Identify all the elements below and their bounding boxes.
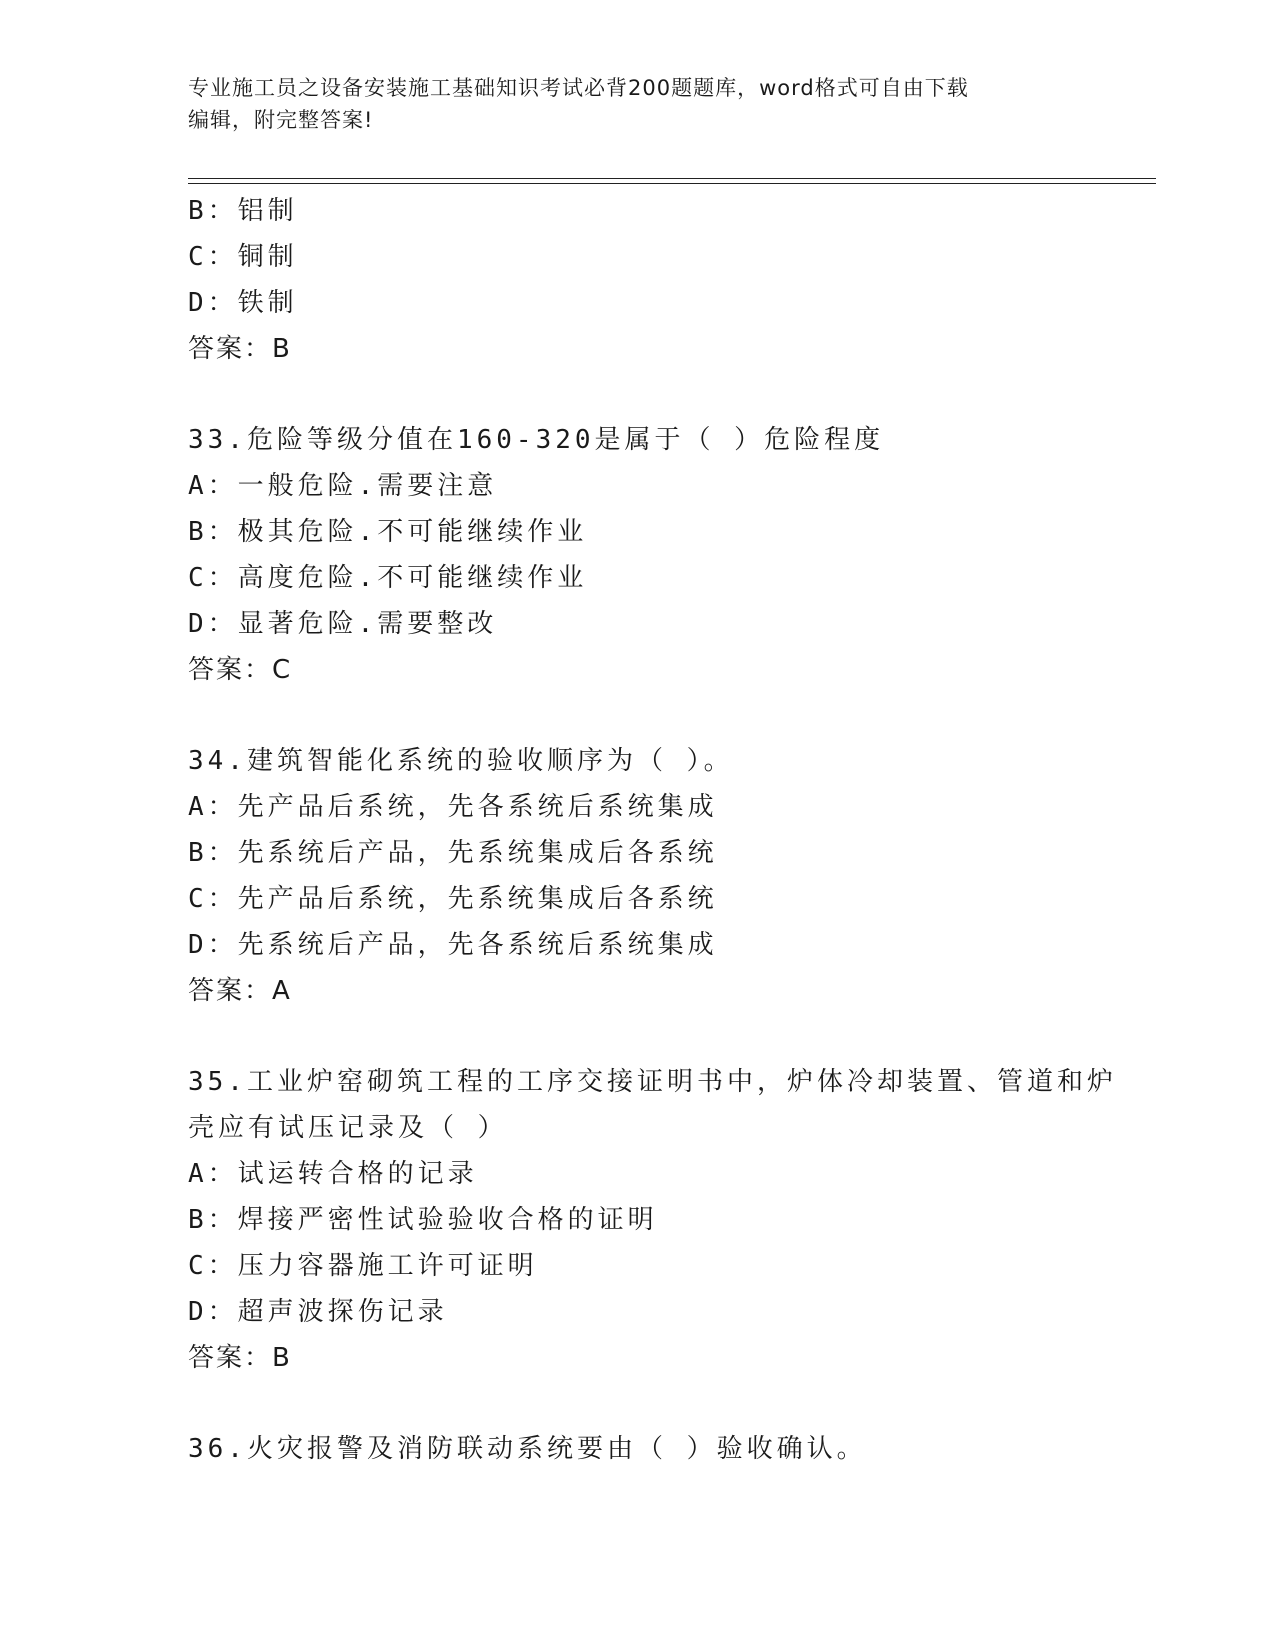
answer-label: 答案：C [188, 655, 293, 685]
header-line-2: 编辑，附完整答案! [188, 108, 374, 132]
option-a: A：试运转合格的记录 [188, 1159, 478, 1189]
question-text: 33.危险等级分值在160-320是属于（ ）危险程度 [188, 425, 885, 455]
option-b: B：极其危险.不可能继续作业 [188, 517, 588, 547]
header-line-1: 专业施工员之设备安装施工基础知识考试必背200题题库，word格式可自由下载 [188, 76, 969, 100]
question-text: 36.火灾报警及消防联动系统要由（ ）验收确认。 [188, 1434, 867, 1464]
question-block-34 [188, 738, 1088, 1014]
option-a: A：一般危险.需要注意 [188, 471, 498, 501]
option-c: C：高度危险.不可能继续作业 [188, 563, 588, 593]
spacer [188, 372, 1088, 417]
question-text-line-1: 35.工业炉窑砌筑工程的工序交接证明书中，炉体冷却装置、管道和炉 [188, 1067, 1117, 1097]
question-block-36 [188, 1426, 1088, 1472]
spacer [188, 1014, 1088, 1059]
option-d: D：超声波探伤记录 [188, 1297, 448, 1327]
option-b: B：焊接严密性试验验收合格的证明 [188, 1205, 658, 1235]
spacer [188, 1381, 1088, 1426]
header-divider-bottom [188, 183, 1156, 184]
question-text: 34.建筑智能化系统的验收顺序为（ ）。 [188, 746, 734, 776]
option-c: C：压力容器施工许可证明 [188, 1251, 538, 1281]
option-a: A：先产品后系统，先各系统后系统集成 [188, 792, 718, 822]
answer-label: 答案：B [188, 334, 292, 364]
option-c: C：先产品后系统，先系统集成后各系统 [188, 884, 718, 914]
answer-label: 答案：A [188, 976, 292, 1006]
option-c: C：铜制 [188, 242, 298, 272]
header-divider-top [188, 178, 1156, 179]
question-block-35 [188, 1059, 1117, 1381]
option-d: D：显著危险.需要整改 [188, 609, 498, 639]
option-b: B：铝制 [188, 196, 298, 226]
question-text-line-2: 壳应有试压记录及（ ） [188, 1113, 508, 1143]
question-block-32-tail [188, 188, 1088, 372]
option-b: B：先系统后产品，先系统集成后各系统 [188, 838, 718, 868]
spacer [188, 693, 1088, 738]
option-d: D：铁制 [188, 288, 298, 318]
option-d: D：先系统后产品，先各系统后系统集成 [188, 930, 718, 960]
question-block-33 [188, 417, 1088, 693]
document-header [188, 72, 1088, 136]
answer-label: 答案：B [188, 1343, 292, 1373]
question-content [188, 188, 1117, 1472]
